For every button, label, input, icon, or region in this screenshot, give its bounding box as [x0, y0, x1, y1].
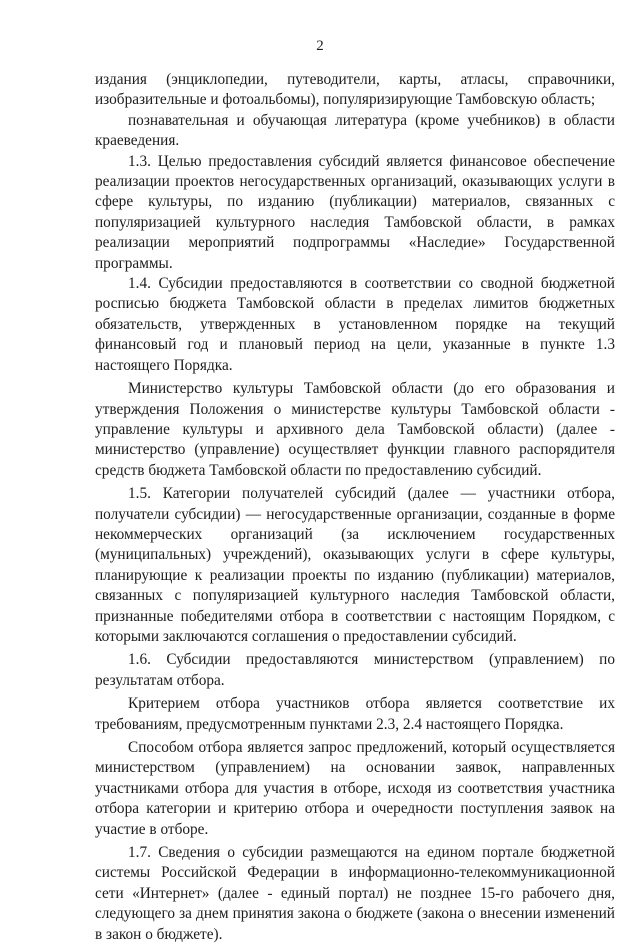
paragraph-poznavatelnaya: познавательная и обучающая литература (кроме учебников) в области краеведения. [95, 111, 615, 150]
paragraph-1-3: 1.3. Целью предоставления субсидий является финансовое обеспечение реализации проектов негосударственных организаций, оказывающих услуги в сфере культуры, по изданию (публикации) материалов, связанных с популяризацией культурного наследия Тамбовской области, в рамках реализации мероприятий подпрограммы «Наследие» Государственной программы. [95, 152, 615, 272]
paragraph-kriteriem: Критерием отбора участников отбора является соответствие их требованиям, предусмотренным пунктами 2.3, 2.4 настоящего Порядка. [95, 695, 615, 733]
page-number: 2 [316, 38, 324, 54]
paragraph-1-4: 1.4. Субсидии предоставляются в соответствии со сводной бюджетной росписью бюджета Тамбовской области в пределах лимитов бюджетных обязательств, утвержденных в установленном порядке на текущий финансовый год и плановый период на цели, указанные в пункте 1.3 настоящего Порядка. [95, 275, 615, 374]
paragraph-1-5: 1.5. Категории получателей субсидий (далее — участники отбора, получатели субсидии) — негосударственные организации, созданные в форме некоммерческих организаций (за исключением государственных (муниципальных) учреждений), оказывающих услуги в сфере культуры, планирующие к реализации проекты по изданию (публикации) материалов, связанных с популяризацией культурного наследия Тамбовской области, признанные победителями отбора в соответствии с настоящим Порядком, с которыми заключаются соглашения о предоставлении субсидий. [95, 485, 615, 645]
paragraph-ministerstvo: Министерство культуры Тамбовской области (до его образования и утверждения Положения о министерстве культуры Тамбовской области - управление культуры и архивного дела Тамбовской области) (далее - министерство (управление) осуществляет функции главного распорядителя средств бюджета Тамбовской области по предоставлению субсидий. [95, 380, 615, 479]
paragraph-izdaniya: издания (энциклопедии, путеводители, карты, атласы, справочники, изобразительные и фотоальбомы), популяризирующие Тамбовскую область; [95, 71, 615, 109]
paragraph-sposobom: Способом отбора является запрос предложений, который осуществляется министерством (управлением) на основании заявок, направленных участниками отбора для участия в отборе, исходя из соответствия участника отбора категории и критерию отбора и очередности поступления заявок на участие в отборе. [95, 739, 615, 838]
document-body [95, 70, 615, 945]
paragraph-1-7: 1.7. Сведения о субсидии размещаются на едином портале бюджетной системы Российской Федерации в информационно-телекоммуникационной сети «Интернет» (далее - единый портал) не позднее 15-го рабочего дня, следующего за днем принятия закона о бюджете (закона о внесении изменений в закон о бюджете). [95, 844, 615, 943]
paragraph-1-6: 1.6. Субсидии предоставляются министерством (управлением) по результатам отбора. [95, 651, 615, 689]
